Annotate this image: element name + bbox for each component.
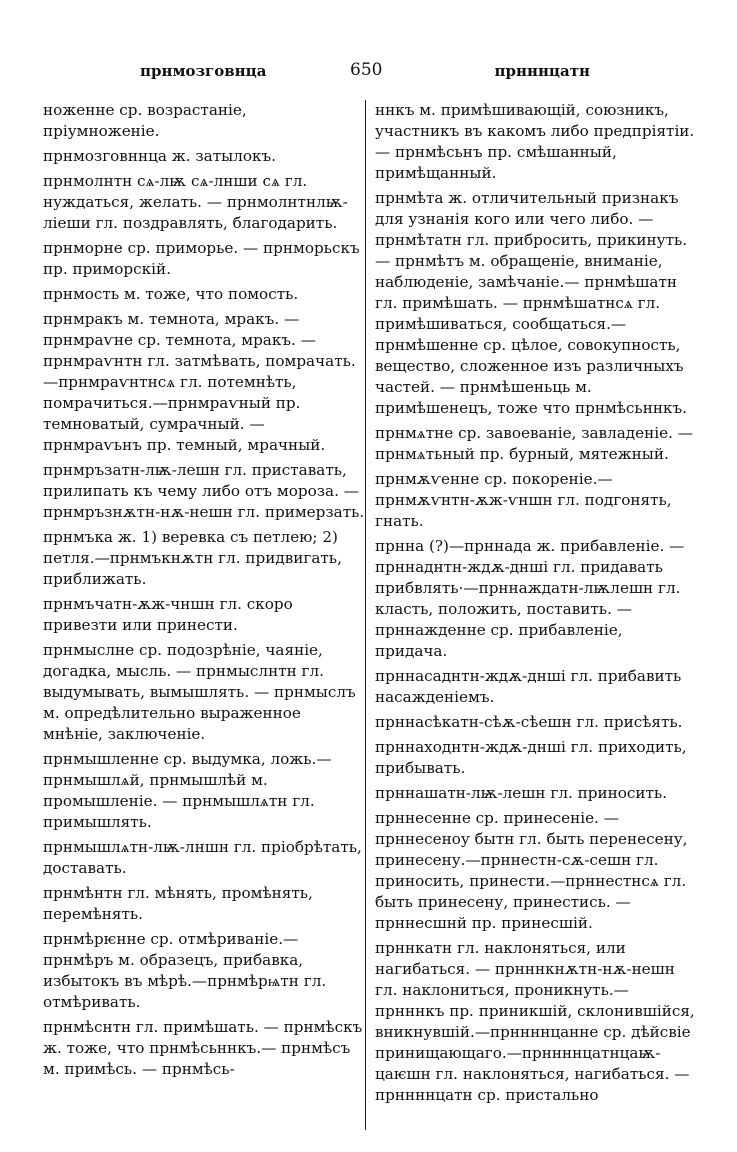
left-column <box>43 100 365 1084</box>
dictionary-entry: прнмръзатн-лѭ-лешн гл. приставать, прилипать къ чему либо отъ мороза. — прнмръзнѫтн-нѫ-нешн гл. примерзать. <box>43 461 365 521</box>
dictionary-entry: прнна (?)—прннада ж. прибавленіе. —прннаднтн-ждѫ-днші гл. придавать прибвлять·—прннаждатн-лѭлешн гл. класть, положить, поставить. — прннажденне ср. прибавленіе, придача. <box>375 537 685 660</box>
dictionary-entry: прнмыслне ср. подозрѣніе, чаяніе, догадка, мысль. — прнмыслнтн гл. выдумывать, вымышлять. — прнмыслъ м. опредѣлительно выраженное мнѣніе, заключеніе. <box>43 641 356 743</box>
dictionary-entry: прнмѧтне ср. завоеваніе, завладеніе. —прнмѧтьный пр. бурный, мятежный. <box>375 424 693 463</box>
column-divider <box>365 100 366 1130</box>
dictionary-entry: прнмышлѧтн-лѭ-лншн гл. пріобрѣтать, доставать. <box>43 838 362 877</box>
page-header <box>45 62 700 92</box>
dictionary-entry: прннесенне ср. принесеніе. — прннесеноу бытн гл. быть перенесену, принесену.—прннестн-сѫ-сешн гл. приносить, принести.—прннестнсѧ гл. быть принесену, принестись. — прннесшнй пр. принесшій. <box>375 809 688 932</box>
dictionary-entry: прнмѣрѥнне ср. отмѣриваніе.—прнмѣръ м. образецъ, прибавка, избытокъ въ мѣрѣ.—прнмѣрѩтн гл. отмѣривать. <box>43 930 327 1011</box>
dictionary-entry: прннасаднтн-ждѫ-днші гл. прибавить насажденіемъ. <box>375 667 682 706</box>
dictionary-entry: прннаходнтн-ждѫ-днші гл. приходить, прибывать. <box>375 738 687 777</box>
dictionary-entry: прнмѣснтн гл. примѣшать. — прнмѣскъ ж. тоже, что прнмѣсьннкъ.— прнмѣсъ м. примѣсь. — прнмѣсь- <box>43 1018 363 1078</box>
dictionary-entry: прнмость м. тоже, что помость. <box>43 285 299 303</box>
page-number: 650 <box>350 60 383 80</box>
dictionary-entry: прнмѫѵенне ср. покореніе.—прнмѫѵнтн-ѫж-ѵншн гл. подгонять, гнать. <box>375 470 672 530</box>
dictionary-entry: ннкъ м. примѣшивающій, союзникъ, участникъ въ какомъ либо предпріятіи. — прнмѣсьнъ пр. смѣшанный, примѣщанный. <box>375 101 695 182</box>
dictionary-entry: прнморне ср. приморье. — прнморьскъ пр. приморскій. <box>43 239 360 278</box>
dictionary-entry: прнмозговннца ж. затылокъ. <box>43 147 276 165</box>
dictionary-entry: прннасѣкатн-сѣѫ-сѣешн гл. присѣять. <box>375 713 683 731</box>
header-right-guideword: прнннцатн <box>494 62 590 80</box>
header-left-guideword: прнмозговнца <box>140 62 267 80</box>
dictionary-entry: прннашатн-лѭ-лешн гл. приносить. <box>375 784 667 802</box>
dictionary-entry: прнмѣнтн гл. мѣнять, промѣнять, перемѣнять. <box>43 884 313 923</box>
right-column <box>375 100 697 1110</box>
dictionary-entry: прнмышленне ср. выдумка, ложь.— прнмышлѧй, прнмышлѣй м. промышленіе. — прнмышлѧтн гл. примышлять. <box>43 750 332 831</box>
dictionary-entry: прнмъка ж. 1) веревка съ петлею; 2) петля.—прнмъкнѫтн гл. придвигать, приближать. <box>43 528 342 588</box>
dictionary-entry: прнмракъ м. темнота, мракъ. — прнмраѵне ср. темнота, мракъ. — прнмраѵнтн гл. затмѣвать, помрачать. —прнмраѵнтнсѧ гл. потемнѣть, помрачиться.—прнмраѵный пр. темноватый, сумрачный. — прнмраѵьнъ пр. темный, мрачный. <box>43 310 356 454</box>
dictionary-entry: прнмъчатн-ѫж-чншн гл. скоро привезти или принести. <box>43 595 293 634</box>
dictionary-entry: прнмолнтн сѧ-лѭ сѧ-лнши сѧ гл. нуждаться, желать. — прнмолнтнлѭ-ліеши гл. поздравлять, благодарить. <box>43 172 348 232</box>
dictionary-entry: прнмѣта ж. отличительный признакъ для узнанія кого или чего либо. — прнмѣтатн гл. прибросить, прикинуть. — прнмѣтъ м. обращеніе, вниманіе, наблюденіе, замѣчаніе.— прнмѣшатн гл. примѣшать. — прнмѣшатнсѧ гл. примѣшиваться, сообщаться.— прнмѣшенне ср. цѣлое, совокупность, вещество, сложенное изъ различныхъ частей. — прнмѣшеньць м. примѣшенецъ, тоже что прнмѣсьннкъ. <box>375 189 688 417</box>
dictionary-entry: прннкатн гл. наклоняться, или нагибаться. — прнннкнѫтн-нѫ-нешн гл. наклониться, проникнуть.—прнннкъ пр. приникшій, склонившійся, вникнувшій.—прннннцанне ср. дѣйсвіе принищающаго.—прннннцатнцаѭ-цаѥшн гл. наклоняться, нагибаться. —прннннцатн ср. пристально <box>375 939 695 1104</box>
dictionary-entry: ноженне ср. возрастаніе, пріумноженіе. <box>43 101 247 140</box>
